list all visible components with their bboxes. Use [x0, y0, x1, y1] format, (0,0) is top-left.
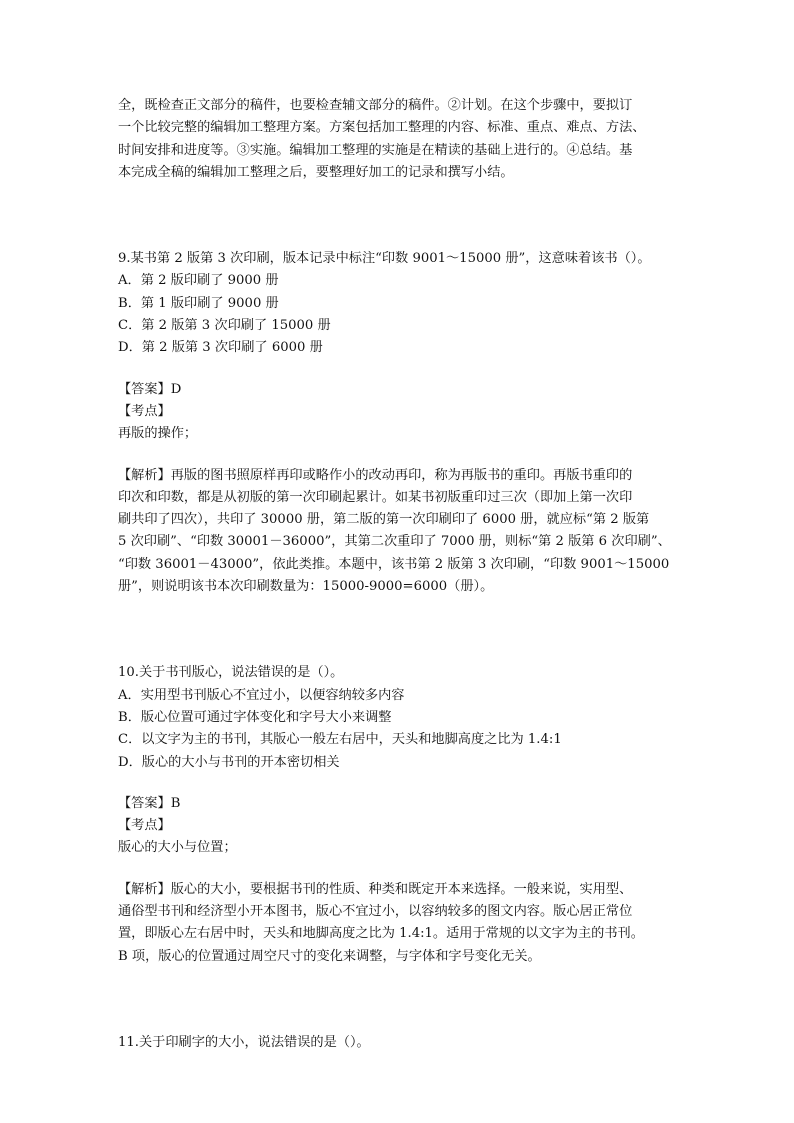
- answer: 【答案】B: [118, 795, 181, 811]
- spacer: [118, 860, 678, 879]
- question-text: 11.关于印刷字的大小，说法错误的是（）。: [118, 1034, 370, 1050]
- analysis-line: 通俗型书刊和经济型小开本图书，版心不宜过小，以容纳较多的图文内容。版心居正常位: [118, 904, 633, 920]
- document-page: [118, 95, 678, 1054]
- analysis: [118, 879, 678, 968]
- intro-line: 本完成全稿的编辑加工整理之后，要整理好加工的记录和撰写小结。: [118, 164, 514, 180]
- option-a: A．实用型书刊版心不宜过小，以便容纳较多内容: [118, 687, 405, 703]
- option-d: D．第 2 版第 3 次印刷了 6000 册: [118, 340, 323, 356]
- kaodian-text: 版心的大小与位置；: [118, 840, 237, 856]
- analysis-line: 5 次印刷”、“印数 30001－36000”，其第二次重印了 7000 册，则标“第 2 版第 6 次印刷”、: [118, 534, 671, 550]
- question-9: [118, 248, 678, 598]
- question-text: 10.关于书刊版心，说法错误的是（）。: [118, 665, 344, 681]
- analysis-line: B 项，版心的位置通过周空尺寸的变化来调整，与字体和字号变化无关。: [118, 948, 541, 964]
- question-text: 9.某书第 2 版第 3 次印刷，版本记录中标注“印数 9001～15000 册”，这意味着该书（）。: [118, 251, 651, 267]
- spacer: [118, 598, 678, 662]
- spacer: [118, 360, 678, 379]
- question-11: [118, 1032, 678, 1054]
- analysis-line: 刷共印了四次），共印了 30000 册，第二版的第一次印刷印了 6000 册，就应标“第 2 版第: [118, 512, 650, 528]
- question-10: [118, 662, 678, 968]
- kaodian-label: 【考点】: [118, 403, 171, 419]
- option-c: C．以文字为主的书刊，其版心一般左右居中，天头和地脚高度之比为 1.4:1: [118, 732, 562, 748]
- spacer: [118, 184, 678, 248]
- kaodian-label: 【考点】: [118, 818, 171, 834]
- intro-line: 全，既检查正文部分的稿件，也要检查辅文部分的稿件。②计划。在这个步骤中，要拟订: [118, 98, 633, 113]
- analysis-line: 册”，则说明该书本次印刷数量为：15000-9000=6000（册）。: [118, 579, 494, 595]
- intro-paragraph: [118, 95, 678, 184]
- analysis-line: “印数 36001－43000”，依此类推。本题中，该书第 2 版第 3 次印刷，“印数 9001～15000: [118, 556, 670, 572]
- analysis-line: 置，即版心左右居中时，天头和地脚高度之比为 1.4:1。适用于常规的以文字为主的书刊。: [118, 926, 644, 942]
- analysis-line: 【解析】版心的大小，要根据书刊的性质、种类和既定开本来选择。一般来说，实用型、: [118, 881, 633, 897]
- option-c: C．第 2 版第 3 次印刷了 15000 册: [118, 318, 331, 334]
- intro-line: 时间安排和进度等。③实施。编辑加工整理的实施是在精读的基础上进行的。④总结。基: [118, 142, 633, 158]
- option-b: B．第 1 版印刷了 9000 册: [118, 295, 279, 311]
- option-b: B．版心位置可通过字体变化和字号大小来调整: [118, 709, 392, 725]
- spacer: [118, 774, 678, 793]
- answer: 【答案】D: [118, 381, 182, 397]
- kaodian-text: 再版的操作；: [118, 426, 198, 442]
- analysis: [118, 465, 678, 599]
- option-a: A．第 2 版印刷了 9000 册: [118, 273, 279, 289]
- spacer: [118, 446, 678, 465]
- analysis-line: 【解析】再版的图书照原样再印或略作小的改动再印，称为再版书的重印。再版书重印的: [118, 467, 633, 483]
- option-d: D．版心的大小与书刊的开本密切相关: [118, 754, 340, 770]
- analysis-line: 印次和印数，都是从初版的第一次印刷起累计。如某书初版重印过三次（即加上第一次印: [118, 489, 633, 505]
- spacer: [118, 968, 678, 1032]
- intro-line: 一个比较完整的编辑加工整理方案。方案包括加工整理的内容、标准、重点、难点、方法、: [118, 120, 646, 136]
